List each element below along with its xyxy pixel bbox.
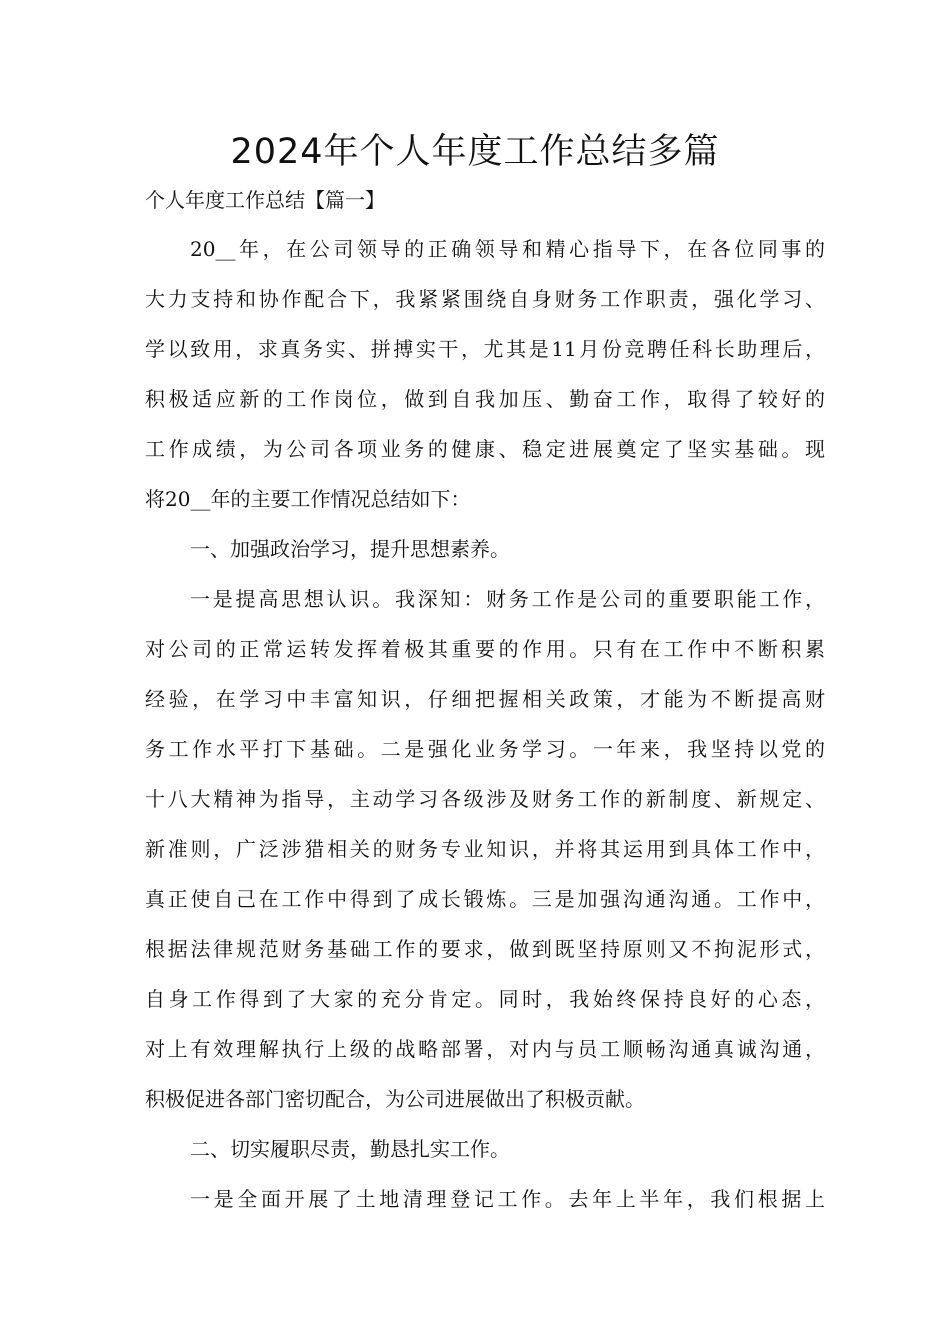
paragraph-line: 一是提高思想认识。我深知：财务工作是公司的重要职能工作，	[190, 587, 825, 611]
section-heading: 个人年度工作总结【篇一】	[145, 188, 385, 212]
paragraph-line: 大力支持和协作配合下，我紧紧围绕自身财务工作职责，强化学习、	[145, 287, 825, 311]
paragraph-line: 一是全面开展了土地清理登记工作。去年上半年，我们根据上	[190, 1187, 825, 1211]
paragraph-line: 十八大精神为指导，主动学习各级涉及财务工作的新制度、新规定、	[145, 787, 825, 811]
paragraph-line: 真正使自己在工作中得到了成长锻炼。三是加强沟通沟通。工作中，	[145, 887, 825, 911]
paragraph-line: 对上有效理解执行上级的战略部署，对内与员工顺畅沟通真诚沟通，	[145, 1037, 825, 1061]
paragraph-line: 20__年，在公司领导的正确领导和精心指导下，在各位同事的	[190, 237, 825, 261]
subheading-line: 二、切实履职尽责，勤恳扎实工作。	[190, 1137, 510, 1161]
document-title: 2024年个人年度工作总结多篇	[230, 132, 720, 172]
paragraph-line: 将20__年的主要工作情况总结如下：	[145, 487, 471, 511]
paragraph-line: 积极促进各部门密切配合，为公司进展做出了积极贡献。	[145, 1087, 645, 1111]
paragraph-line: 对公司的正常运转发挥着极其重要的作用。只有在工作中不断积累	[145, 637, 825, 661]
paragraph-line: 新准则，广泛涉猎相关的财务专业知识，并将其运用到具体工作中，	[145, 837, 825, 861]
paragraph-line: 工作成绩，为公司各项业务的健康、稳定进展奠定了坚实基础。现	[145, 437, 825, 461]
paragraph-line: 经验，在学习中丰富知识，仔细把握相关政策，才能为不断提高财	[145, 687, 825, 711]
paragraph-line: 务工作水平打下基础。二是强化业务学习。一年来，我坚持以党的	[145, 737, 825, 761]
paragraph-line: 根据法律规范财务基础工作的要求，做到既坚持原则又不拘泥形式，	[145, 937, 825, 961]
paragraph-line: 积极适应新的工作岗位，做到自我加压、勤奋工作，取得了较好的	[145, 387, 825, 411]
paragraph-line: 学以致用，求真务实、拼搏实干，尤其是11月份竞聘任科长助理后，	[145, 337, 825, 361]
paragraph-line: 自身工作得到了大家的充分肯定。同时，我始终保持良好的心态，	[145, 987, 825, 1011]
subheading-line: 一、加强政治学习，提升思想素养。	[190, 537, 510, 561]
